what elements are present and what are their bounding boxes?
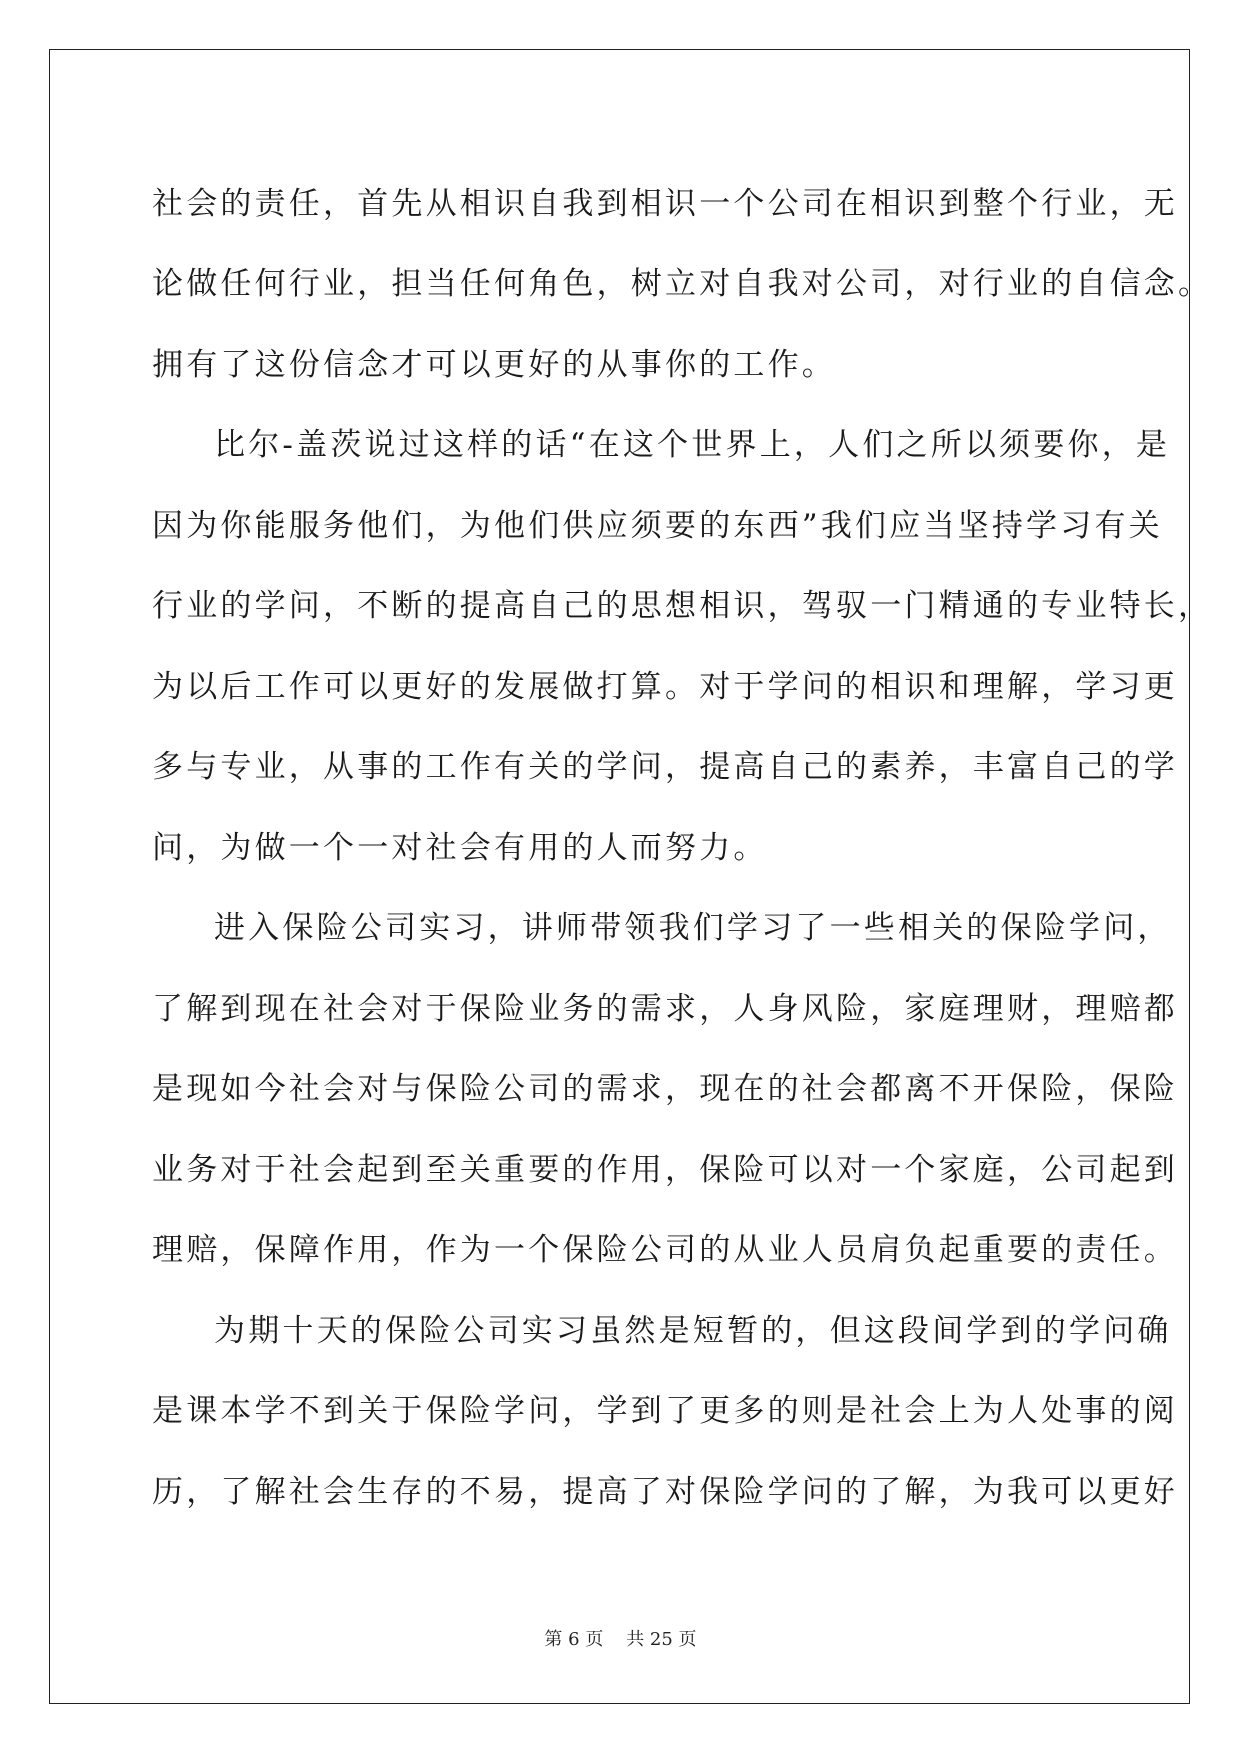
page-number-footer: 第 6 页 共 25 页 xyxy=(544,1629,697,1650)
text-line: 理赔，保障作用，作为一个保险公司的从业人员肩负起重要的责任。 xyxy=(152,1232,1178,1269)
text-line: 社会的责任，首先从相识自我到相识一个公司在相识到整个行业，无 xyxy=(152,185,1178,222)
text-line: 业务对于社会起到至关重要的作用，保险可以对一个家庭，公司起到 xyxy=(152,1151,1178,1188)
text-line: 行业的学问，不断的提高自己的思想相识，驾驭一门精通的专业特长， xyxy=(152,588,1213,625)
text-line: 问，为做一个一对社会有用的人而努力。 xyxy=(152,829,768,866)
text-line: 拥有了这份信念才可以更好的从事你的工作。 xyxy=(152,346,836,383)
text-line: 论做任何行业，担当任何角色，树立对自我对公司，对行业的自信念。 xyxy=(152,266,1213,303)
paragraph-start-line: 为期十天的保险公司实习虽然是短暂的，但这段间学到的学问确 xyxy=(214,1312,1172,1349)
text-line: 为以后工作可以更好的发展做打算。对于学问的相识和理解，学习更 xyxy=(152,668,1178,705)
text-line: 多与专业，从事的工作有关的学问，提高自己的素养，丰富自己的学 xyxy=(152,749,1178,786)
text-line: 是现如今社会对与保险公司的需求，现在的社会都离不开保险，保险 xyxy=(152,1071,1178,1108)
text-line: 历，了解社会生存的不易，提高了对保险学问的了解，为我可以更好 xyxy=(152,1473,1178,1510)
text-line: 是课本学不到关于保险学问，学到了更多的则是社会上为人处事的阅 xyxy=(152,1393,1178,1430)
document-body xyxy=(152,160,1213,1529)
text-line: 因为你能服务他们，为他们供应须要的东西”我们应当坚持学习有关 xyxy=(152,507,1163,544)
text-line: 了解到现在社会对于保险业务的需求，人身风险，家庭理财，理赔都 xyxy=(152,990,1178,1027)
paragraph-start-line: 进入保险公司实习，讲师带领我们学习了一些相关的保险学问， xyxy=(214,910,1172,947)
paragraph-start-line: 比尔-盖茨说过这样的话“在这个世界上，人们之所以须要你，是 xyxy=(214,427,1171,464)
